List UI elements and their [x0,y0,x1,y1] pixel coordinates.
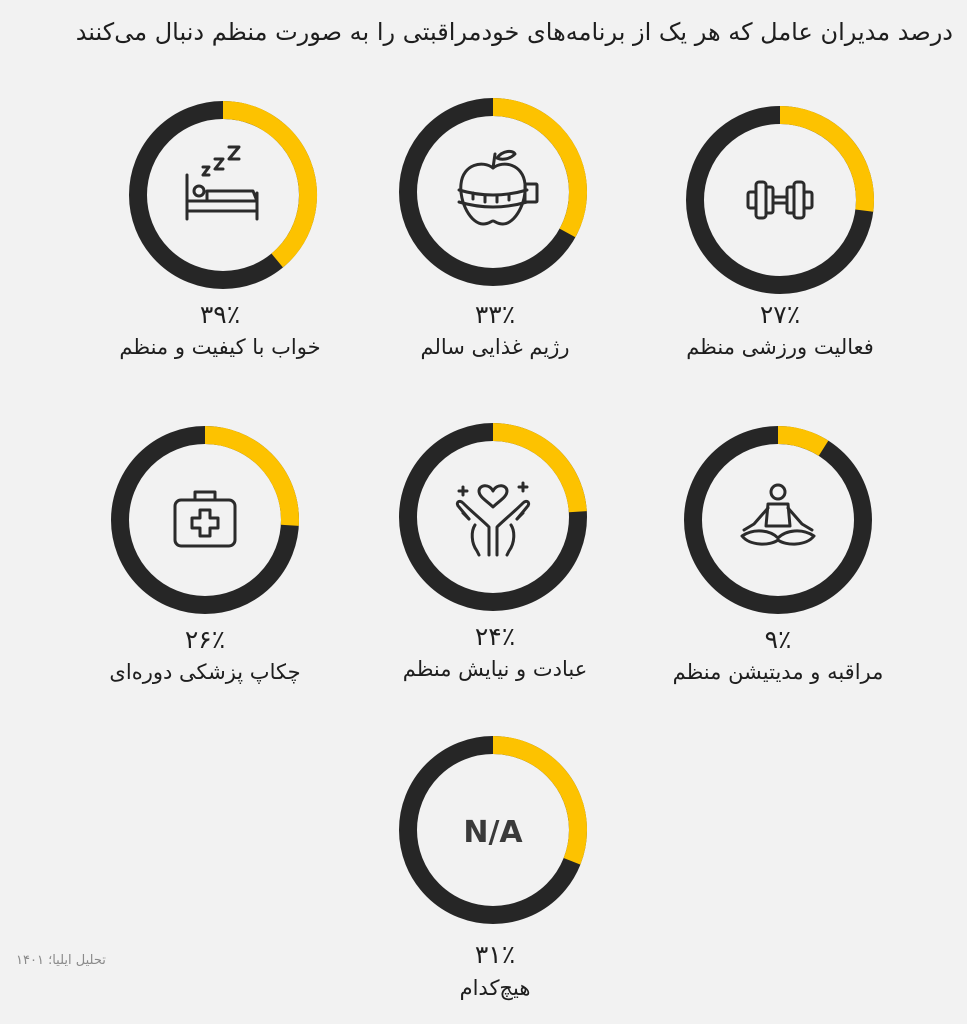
donut-sleep [123,95,323,295]
donut-slice-1 [493,107,578,233]
donut-slice-2 [223,110,308,260]
donut-slice-5 [205,435,290,525]
label-diet: رژیم غذایی سالم [420,335,570,359]
value-exercise: ۲۷٪ [759,300,801,329]
label-meditation: مراقبه و مدیتیشن منظم [672,660,884,684]
na-icon: N/A [463,815,523,850]
value-checkup: ۲۶٪ [184,625,226,654]
donut-prayer [393,417,593,617]
bed-sleep-icon [187,147,257,219]
apple-measuring-tape-icon [459,151,537,224]
value-meditation: ۹٪ [764,625,792,654]
label-prayer: عبادت و نیایش منظم [402,657,588,681]
donut-slice-4 [493,432,578,512]
donut-none [393,730,593,930]
donut-exercise [680,100,880,300]
source-note: تحلیل ایلیا؛ ۱۴۰۱ [16,953,106,968]
donut-meditation [678,420,878,620]
label-sleep: خواب با کیفیت و منظم [119,335,321,359]
first-aid-kit-icon [175,492,235,546]
praying-hands-icon [457,483,528,555]
donut-slice-3 [778,435,824,448]
label-exercise: فعالیت ورزشی منظم [686,335,874,359]
dumbbell-icon [748,182,812,218]
value-none: ۳۱٪ [474,940,516,969]
chart-title: درصد مدیران عامل که هر یک از برنامه‌های خودمراقبتی را به صورت منظم دنبال می‌کنند [75,18,953,46]
meditation-icon [742,485,814,544]
label-checkup: چکاپ پزشکی دوره‌ای [109,660,301,684]
donut-diet [393,92,593,292]
donut-checkup [105,420,305,620]
label-none: هیچ‌کدام [459,976,531,1000]
value-prayer: ۲۴٪ [474,622,516,651]
value-diet: ۳۳٪ [474,300,516,329]
value-sleep: ۳۹٪ [199,300,241,329]
